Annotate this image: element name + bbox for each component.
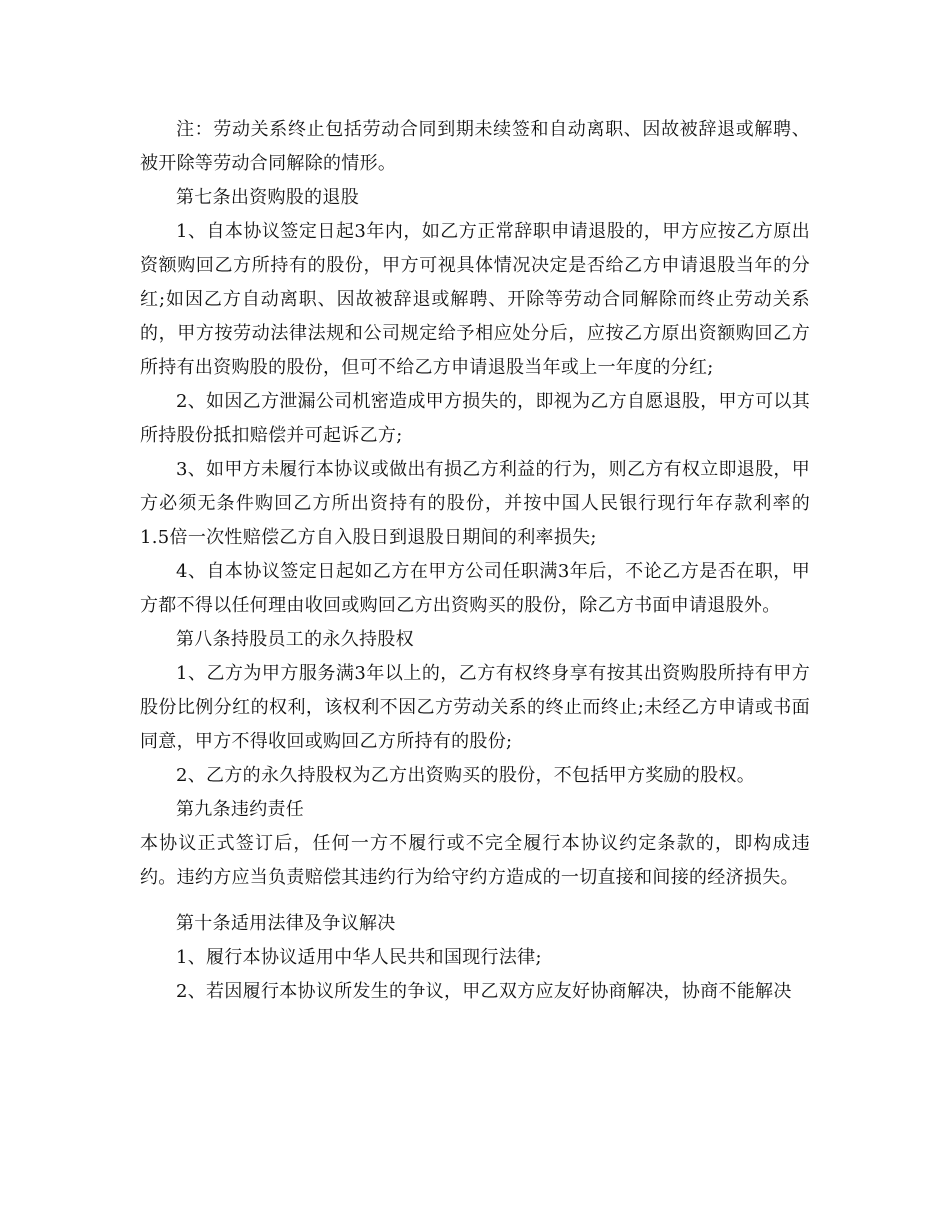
paragraph: 2、乙方的永久持股权为乙方出资购买的股份，不包括甲方奖励的股权。 bbox=[176, 765, 756, 786]
paragraph: 第九条违约责任 bbox=[176, 799, 305, 820]
paragraph: 本协议正式签订后，任何一方不履行或不完全履行本协议约定条款的，即构成违约。违约方应当负责赔偿其违约行为给守约方造成的一切直接和间接的经济损失。 bbox=[140, 833, 810, 888]
paragraph: 注：劳动关系终止包括劳动合同到期未续签和自动离职、因故被辞退或解聘、被开除等劳动合同解除的情形。 bbox=[140, 119, 810, 174]
paragraph: 第八条持股员工的永久持股权 bbox=[176, 629, 414, 650]
paragraph: 2、如因乙方泄漏公司机密造成甲方损失的，即视为乙方自愿退股，甲方可以其所持股份抵扣赔偿并可起诉乙方; bbox=[140, 391, 810, 446]
paragraph: 3、如甲方未履行本协议或做出有损乙方利益的行为，则乙方有权立即退股，甲方必须无条件购回乙方所出资持有的股份，并按中国人民银行现行年存款利率的1.5倍一次性赔偿乙方自入股日到退股日期间的利率损失; bbox=[140, 459, 810, 548]
paragraph: 1、履行本协议适用中华人民共和国现行法律; bbox=[176, 947, 542, 968]
paragraph: 1、自本协议签定日起3年内，如乙方正常辞职申请退股的，甲方应按乙方原出资额购回乙方所持有的股份，甲方可视具体情况决定是否给乙方申请退股当年的分红;如因乙方自动离职、因故被辞退或解聘、开除等劳动合同解除而终止劳动关系的，甲方按劳动法律法规和公司规定给予相应处分后，应按乙方原出资额购回乙方所持有出资购股的股份，但可不给乙方申请退股当年或上一年度的分红; bbox=[140, 221, 810, 378]
paragraph: 1、乙方为甲方服务满3年以上的，乙方有权终身享有按其出资购股所持有甲方股份比例分红的权利，该权利不因乙方劳动关系的终止而终止;未经乙方申请或书面同意，甲方不得收回或购回乙方所持有的股份; bbox=[140, 663, 810, 752]
document-body bbox=[140, 113, 810, 1009]
paragraph: 第十条适用法律及争议解决 bbox=[176, 913, 396, 934]
paragraph: 2、若因履行本协议所发生的争议，甲乙双方应友好协商解决，协商不能解决 bbox=[176, 981, 792, 1002]
paragraph: 第七条出资购股的退股 bbox=[176, 187, 359, 208]
paragraph: 4、自本协议签定日起如乙方在甲方公司任职满3年后，不论乙方是否在职，甲方都不得以任何理由收回或购回乙方出资购买的股份，除乙方书面申请退股外。 bbox=[140, 561, 810, 616]
